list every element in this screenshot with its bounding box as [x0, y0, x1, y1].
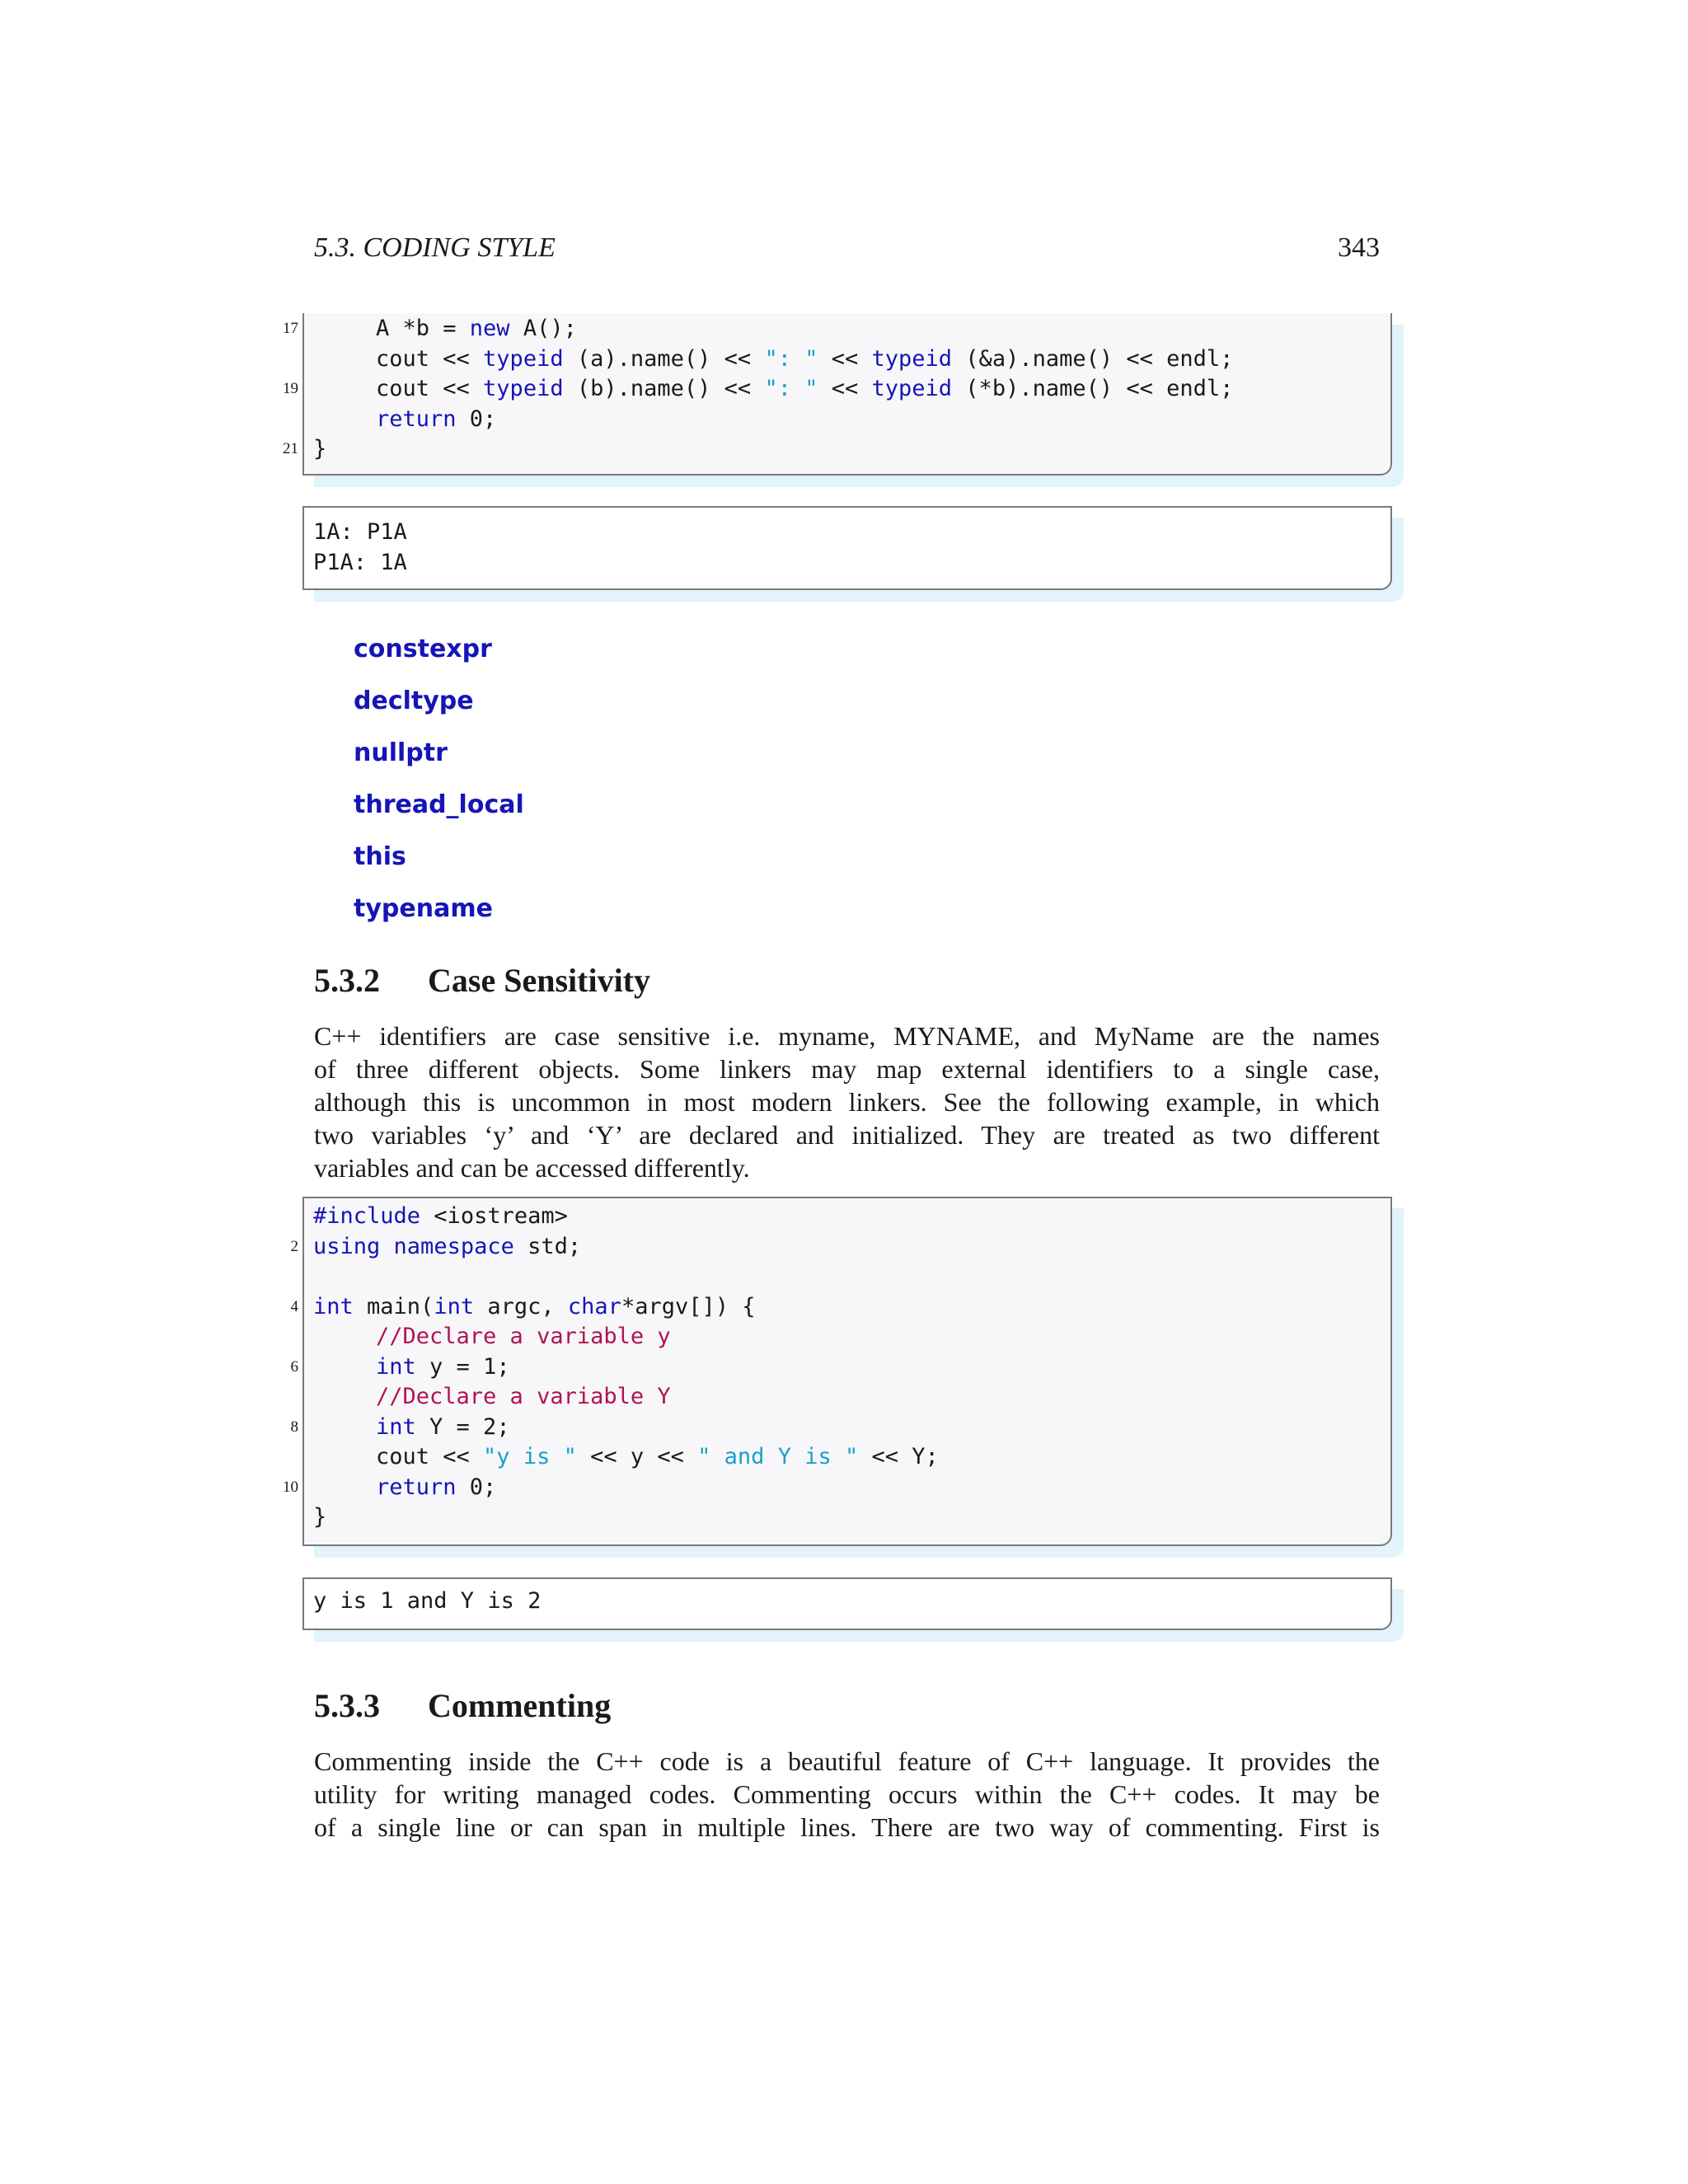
code-keyword: int — [313, 1293, 354, 1319]
code-keyword: int — [376, 1413, 416, 1440]
code-token: A *b = — [376, 316, 470, 341]
paragraph-line: of a single line or can span in multiple lines. There are two way of commenting. First is — [314, 1812, 1380, 1842]
running-header — [314, 232, 1380, 274]
code-keyword: int — [376, 1353, 416, 1380]
code-text — [313, 1291, 756, 1322]
code-line — [0, 1291, 1688, 1322]
code-comment: //Declare a variable y — [376, 1324, 671, 1349]
code-token — [380, 1234, 393, 1259]
keyword-link[interactable]: thread_local — [354, 790, 524, 819]
code-token: cout << — [376, 376, 484, 401]
code-keyword: char — [567, 1293, 621, 1319]
code-line — [0, 313, 1688, 344]
code-token: main( — [353, 1293, 434, 1319]
keyword-link[interactable]: decltype — [354, 687, 474, 715]
code-text — [376, 1472, 496, 1502]
paragraph-line: variables and can be accessed differently. — [314, 1153, 750, 1183]
paragraph-case-sensitivity — [314, 1019, 1380, 1184]
code-text — [376, 404, 496, 434]
code-line — [0, 1472, 1688, 1502]
code-text — [376, 1381, 671, 1412]
page-number: 343 — [1338, 232, 1380, 263]
code-text — [313, 1231, 581, 1262]
line-number: 4 — [290, 1297, 298, 1315]
code-keyword: #include — [313, 1203, 421, 1229]
code-line — [0, 1352, 1688, 1382]
code-line — [0, 344, 1688, 374]
code-keyword: new — [469, 316, 510, 341]
section-number: 5.3.2 — [314, 962, 380, 999]
code-text — [376, 313, 577, 344]
code-keyword: typeid — [483, 345, 564, 372]
code-string: "y is " — [483, 1444, 577, 1469]
code-line — [0, 1441, 1688, 1472]
code-keyword: namespace — [393, 1233, 514, 1259]
keyword-link[interactable]: nullptr — [354, 738, 448, 767]
line-number: 8 — [290, 1418, 298, 1436]
code-line — [0, 373, 1688, 404]
paragraph-line: C++ identifiers are case sensitive i.e. myname, MYNAME, and MyName are the names — [314, 1021, 1380, 1051]
code-text — [313, 1201, 568, 1231]
paragraph-commenting — [314, 1745, 1380, 1844]
code-line — [0, 1231, 1688, 1262]
line-number: 10 — [283, 1478, 298, 1496]
code-keyword: int — [434, 1293, 475, 1319]
paragraph-line: Commenting inside the C++ code is a beautiful feature of C++ language. It provides the — [314, 1746, 1380, 1776]
line-number: 17 — [283, 320, 298, 337]
code-line — [0, 434, 1688, 464]
section-title: Case Sensitivity — [428, 962, 650, 999]
code-text — [376, 1321, 671, 1352]
code-keyword: typeid — [871, 345, 953, 372]
line-number: 6 — [290, 1357, 298, 1376]
code-token: 0; — [456, 405, 497, 432]
code-token: argc, — [474, 1293, 568, 1319]
section-title: Commenting — [428, 1687, 612, 1724]
code-keyword: return — [376, 1474, 457, 1500]
line-number: 2 — [290, 1237, 298, 1255]
code-line — [0, 1261, 1688, 1291]
code-line — [0, 1412, 1688, 1442]
code-line — [0, 1201, 1688, 1231]
code-token: << — [818, 345, 872, 372]
code-token: } — [313, 1504, 327, 1530]
section-number: 5.3.3 — [314, 1687, 380, 1724]
code-token: (*b).name() << endl; — [952, 376, 1234, 401]
code-token: << — [818, 376, 872, 401]
code-text — [376, 1412, 510, 1442]
line-number: 19 — [283, 380, 298, 397]
code-keyword: using — [313, 1233, 381, 1259]
output-line: y is 1 and Y is 2 — [313, 1588, 542, 1614]
code-line — [0, 1381, 1688, 1412]
code-token: } — [313, 436, 327, 462]
code-keyword: return — [376, 405, 457, 432]
code-text — [376, 344, 1233, 374]
code-token: Y = 2; — [415, 1413, 510, 1440]
code-token: << Y; — [858, 1444, 939, 1469]
code-token: (b).name() << — [563, 376, 765, 401]
code-string: ": " — [764, 345, 818, 372]
code-token: cout << — [376, 1444, 484, 1469]
code-string: ": " — [764, 376, 818, 401]
code-line — [0, 404, 1688, 434]
code-text — [313, 434, 326, 464]
output-box-1 — [302, 506, 1392, 590]
code-token: <iostream> — [420, 1203, 568, 1229]
code-text — [313, 1502, 326, 1532]
paragraph-line: although this is uncommon in most modern linkers. See the following example, in which — [314, 1087, 1380, 1117]
output-line: P1A: 1A — [313, 549, 407, 575]
output-line: 1A: P1A — [313, 519, 407, 545]
code-text — [376, 373, 1233, 404]
code-token: 0; — [456, 1474, 497, 1500]
code-token: y = 1; — [415, 1353, 510, 1380]
code-token: (a).name() << — [563, 345, 765, 372]
code-comment: //Declare a variable Y — [376, 1384, 671, 1409]
paragraph-line: utility for writing managed codes. Commenting occurs within the C++ codes. It may be — [314, 1779, 1380, 1809]
keyword-link[interactable]: this — [354, 842, 406, 871]
code-string: " and Y is " — [697, 1444, 859, 1469]
code-token: std; — [513, 1233, 582, 1259]
code-line — [0, 1502, 1688, 1532]
code-token: *argv[]) { — [621, 1293, 756, 1319]
code-text — [376, 1352, 510, 1382]
code-token: A(); — [509, 316, 577, 341]
code-line — [0, 1321, 1688, 1352]
section-heading-5-3-3 — [314, 1686, 611, 1725]
section-heading-5-3-2 — [314, 961, 650, 1000]
code-text — [376, 1441, 939, 1472]
line-number: 21 — [283, 440, 298, 457]
paragraph-line: of three different objects. Some linkers may map external identifiers to a single case, — [314, 1054, 1380, 1084]
code-token: << y << — [576, 1444, 698, 1469]
code-token: cout << — [376, 345, 484, 372]
code-token: (&a).name() << endl; — [952, 345, 1234, 372]
code-keyword: typeid — [871, 376, 953, 401]
running-title: 5.3. CODING STYLE — [314, 232, 556, 263]
keyword-link[interactable]: typename — [354, 894, 493, 923]
code-keyword: typeid — [483, 376, 564, 401]
keyword-link[interactable]: constexpr — [354, 635, 492, 663]
paragraph-line: two variables ‘y’ and ‘Y’ are declared and initialized. They are treated as two different — [314, 1120, 1380, 1150]
